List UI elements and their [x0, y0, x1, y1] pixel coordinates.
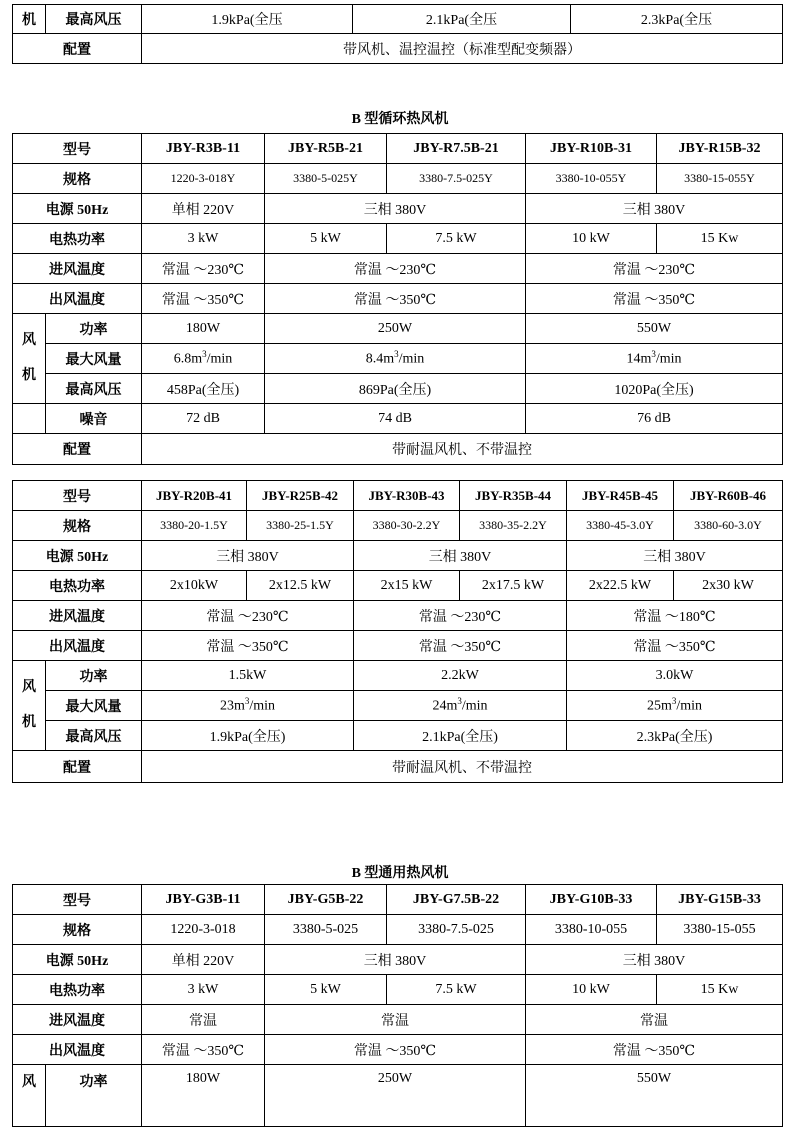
outlet-temp-label: 出风温度 [13, 1035, 142, 1065]
heat-power-cell: 7.5 kW [387, 224, 526, 254]
max-pressure-cell: 1020Pa(全压) [526, 374, 783, 404]
flow-sup: 3 [244, 696, 250, 707]
inlet-temp-cell: 常温 ～230℃ [354, 601, 567, 631]
spec-cell: 3380-20-1.5Y [142, 511, 247, 541]
model-cell: JBY-R25B-42 [247, 481, 354, 511]
heat-power-cell: 10 kW [526, 975, 657, 1005]
flow-value: 14m [626, 351, 652, 367]
max-pressure-label: 最高风压 [46, 721, 142, 751]
flow-unit: /min [249, 698, 276, 714]
fan-char-cell: 风 [13, 1065, 46, 1127]
circulating-heater-table-large [12, 480, 783, 783]
fan-power-cell: 3.0kW [567, 661, 783, 691]
flow-value: 8.4m [365, 351, 395, 367]
max-flow-label: 最大风量 [46, 344, 142, 374]
noise-label: 噪音 [46, 404, 142, 434]
heat-power-cell: 2x10kW [142, 571, 247, 601]
power-cell: 单相 220V [142, 945, 265, 975]
max-flow-cell [526, 344, 783, 374]
flow-unit: /min [676, 698, 703, 714]
max-pressure-value: 2.3kPa(全压 [571, 5, 783, 34]
power-cell: 三相 380V [567, 541, 783, 571]
noise-cell: 72 dB [142, 404, 265, 434]
model-cell: JBY-R60B-46 [674, 481, 783, 511]
spec-cell: 3380-30-2.2Y [354, 511, 460, 541]
spec-cell: 1220-3-018Y [142, 164, 265, 194]
model-label: 型号 [13, 885, 142, 915]
heat-power-cell: 15 Kw [657, 975, 783, 1005]
heat-power-cell: 2x22.5 kW [567, 571, 674, 601]
outlet-temp-cell: 常温 ～350℃ [142, 1035, 265, 1065]
config-label: 配置 [13, 434, 142, 465]
model-label: 型号 [13, 134, 142, 164]
config-label: 配置 [13, 34, 142, 64]
heat-power-cell: 10 kW [526, 224, 657, 254]
flow-sup: 3 [671, 696, 677, 707]
model-cell: JBY-G3B-11 [142, 885, 265, 915]
max-pressure-cell: 2.3kPa(全压) [567, 721, 783, 751]
spec-label: 规格 [13, 511, 142, 541]
flow-unit: /min [206, 351, 233, 367]
heat-power-cell: 2x30 kW [674, 571, 783, 601]
inlet-temp-label: 进风温度 [13, 1005, 142, 1035]
spec-cell: 3380-10-055Y [526, 164, 657, 194]
max-pressure-cell: 2.1kPa(全压) [354, 721, 567, 751]
model-cell: JBY-R5B-21 [265, 134, 387, 164]
model-cell: JBY-R20B-41 [142, 481, 247, 511]
power-cell: 三相 380V [526, 194, 783, 224]
max-pressure-value: 1.9kPa(全压 [142, 5, 353, 34]
spec-label: 规格 [13, 164, 142, 194]
heat-power-cell: 3 kW [142, 975, 265, 1005]
max-pressure-label: 最高风压 [46, 374, 142, 404]
power-label: 电源 50Hz [13, 541, 142, 571]
flow-unit: /min [461, 698, 488, 714]
heat-power-cell: 7.5 kW [387, 975, 526, 1005]
inlet-temp-cell: 常温 ～230℃ [142, 601, 354, 631]
power-cell: 三相 380V [354, 541, 567, 571]
inlet-temp-cell: 常温 [265, 1005, 526, 1035]
max-flow-cell [354, 691, 567, 721]
flow-unit: /min [655, 351, 682, 367]
fan-power-label: 功率 [46, 314, 142, 344]
inlet-temp-cell: 常温 [142, 1005, 265, 1035]
flow-value: 6.8m [173, 351, 203, 367]
heat-power-cell: 2x12.5 kW [247, 571, 354, 601]
heat-power-cell: 2x17.5 kW [460, 571, 567, 601]
fan-char: 风 [22, 333, 36, 349]
flow-value: 23m [219, 698, 245, 714]
flow-value: 25m [646, 698, 672, 714]
config-value: 带风机、温控温控（标准型配变频器） [142, 34, 783, 64]
spec-cell: 3380-15-055 [657, 915, 783, 945]
heat-power-label: 电热功率 [13, 571, 142, 601]
table-title-general: B 型通用热风机 [351, 866, 449, 881]
heat-power-cell: 2x15 kW [354, 571, 460, 601]
heat-power-cell: 5 kW [265, 975, 387, 1005]
spec-cell: 3380-25-1.5Y [247, 511, 354, 541]
spec-cell: 3380-60-3.0Y [674, 511, 783, 541]
fan-power-cell: 550W [526, 1065, 783, 1127]
fan-char: 机 [22, 715, 36, 731]
power-cell: 三相 380V [265, 194, 526, 224]
spec-cell: 3380-5-025 [265, 915, 387, 945]
max-pressure-cell: 1.9kPa(全压) [142, 721, 354, 751]
power-label: 电源 50Hz [13, 945, 142, 975]
noise-cell: 74 dB [265, 404, 526, 434]
outlet-temp-cell: 常温 ～350℃ [526, 284, 783, 314]
inlet-temp-cell: 常温 [526, 1005, 783, 1035]
heat-power-label: 电热功率 [13, 224, 142, 254]
circulating-heater-table [12, 133, 783, 465]
fan-power-cell: 180W [142, 1065, 265, 1127]
outlet-temp-cell: 常温 ～350℃ [142, 284, 265, 314]
config-cell: 带耐温风机、不带温控 [142, 434, 783, 465]
fan-char-cell: 机 [13, 5, 46, 34]
outlet-temp-cell: 常温 ～350℃ [142, 631, 354, 661]
inlet-temp-cell: 常温 ～180℃ [567, 601, 783, 631]
flow-sup: 3 [651, 349, 656, 360]
spec-cell: 3380-7.5-025 [387, 915, 526, 945]
spec-cell: 3380-35-2.2Y [460, 511, 567, 541]
inlet-temp-cell: 常温 ～230℃ [142, 254, 265, 284]
model-cell: JBY-R35B-44 [460, 481, 567, 511]
fan-group-label [13, 314, 46, 404]
spec-cell: 3380-10-055 [526, 915, 657, 945]
outlet-temp-label: 出风温度 [13, 631, 142, 661]
max-flow-cell [265, 344, 526, 374]
model-cell: JBY-R10B-31 [526, 134, 657, 164]
outlet-temp-label: 出风温度 [13, 284, 142, 314]
inlet-temp-label: 进风温度 [13, 601, 142, 631]
flow-sup: 3 [457, 696, 462, 707]
max-flow-label: 最大风量 [46, 691, 142, 721]
power-cell: 单相 220V [142, 194, 265, 224]
flow-sup: 3 [202, 349, 207, 360]
spec-cell: 3380-45-3.0Y [567, 511, 674, 541]
noise-cell: 76 dB [526, 404, 783, 434]
spec-label: 规格 [13, 915, 142, 945]
fan-group-label [13, 661, 46, 751]
fan-power-cell: 180W [142, 314, 265, 344]
flow-sup: 3 [394, 349, 399, 360]
max-flow-cell [567, 691, 783, 721]
spec-cell: 3380-15-055Y [657, 164, 783, 194]
fan-char: 机 [22, 368, 36, 384]
table-title-circulating: B 型循环热风机 [351, 112, 449, 127]
config-cell: 带耐温风机、不带温控 [142, 751, 783, 783]
fan-char: 风 [22, 680, 36, 696]
outlet-temp-cell: 常温 ～350℃ [265, 1035, 526, 1065]
model-cell: JBY-R30B-43 [354, 481, 460, 511]
power-label: 电源 50Hz [13, 194, 142, 224]
spec-cell: 1220-3-018 [142, 915, 265, 945]
outlet-temp-cell: 常温 ～350℃ [567, 631, 783, 661]
model-cell: JBY-R3B-11 [142, 134, 265, 164]
general-heater-table [12, 884, 783, 1127]
model-cell: JBY-R7.5B-21 [387, 134, 526, 164]
inlet-temp-label: 进风温度 [13, 254, 142, 284]
config-label: 配置 [13, 751, 142, 783]
power-cell: 三相 380V [526, 945, 783, 975]
heat-power-label: 电热功率 [13, 975, 142, 1005]
model-label: 型号 [13, 481, 142, 511]
max-pressure-cell: 458Pa(全压) [142, 374, 265, 404]
flow-value: 24m [432, 698, 458, 714]
model-cell: JBY-G7.5B-22 [387, 885, 526, 915]
max-flow-cell [142, 344, 265, 374]
fan-power-label: 功率 [46, 1065, 142, 1127]
fan-power-cell: 2.2kW [354, 661, 567, 691]
heat-power-cell: 15 Kw [657, 224, 783, 254]
fan-power-cell: 550W [526, 314, 783, 344]
inlet-temp-cell: 常温 ～230℃ [265, 254, 526, 284]
heat-power-cell: 5 kW [265, 224, 387, 254]
model-cell: JBY-G5B-22 [265, 885, 387, 915]
top-partial-table [12, 4, 783, 64]
max-pressure-value: 2.1kPa(全压 [353, 5, 571, 34]
outlet-temp-cell: 常温 ～350℃ [265, 284, 526, 314]
spec-cell: 3380-5-025Y [265, 164, 387, 194]
flow-unit: /min [398, 351, 425, 367]
max-pressure-cell: 869Pa(全压) [265, 374, 526, 404]
max-pressure-label: 最高风压 [46, 5, 142, 34]
power-cell: 三相 380V [142, 541, 354, 571]
outlet-temp-cell: 常温 ～350℃ [526, 1035, 783, 1065]
fan-power-label: 功率 [46, 661, 142, 691]
fan-power-cell: 1.5kW [142, 661, 354, 691]
max-flow-cell [142, 691, 354, 721]
spec-cell: 3380-7.5-025Y [387, 164, 526, 194]
fan-power-cell: 250W [265, 1065, 526, 1127]
model-cell: JBY-R15B-32 [657, 134, 783, 164]
inlet-temp-cell: 常温 ～230℃ [526, 254, 783, 284]
power-cell: 三相 380V [265, 945, 526, 975]
model-cell: JBY-G10B-33 [526, 885, 657, 915]
model-cell: JBY-G15B-33 [657, 885, 783, 915]
model-cell: JBY-R45B-45 [567, 481, 674, 511]
heat-power-cell: 3 kW [142, 224, 265, 254]
outlet-temp-cell: 常温 ～350℃ [354, 631, 567, 661]
fan-power-cell: 250W [265, 314, 526, 344]
